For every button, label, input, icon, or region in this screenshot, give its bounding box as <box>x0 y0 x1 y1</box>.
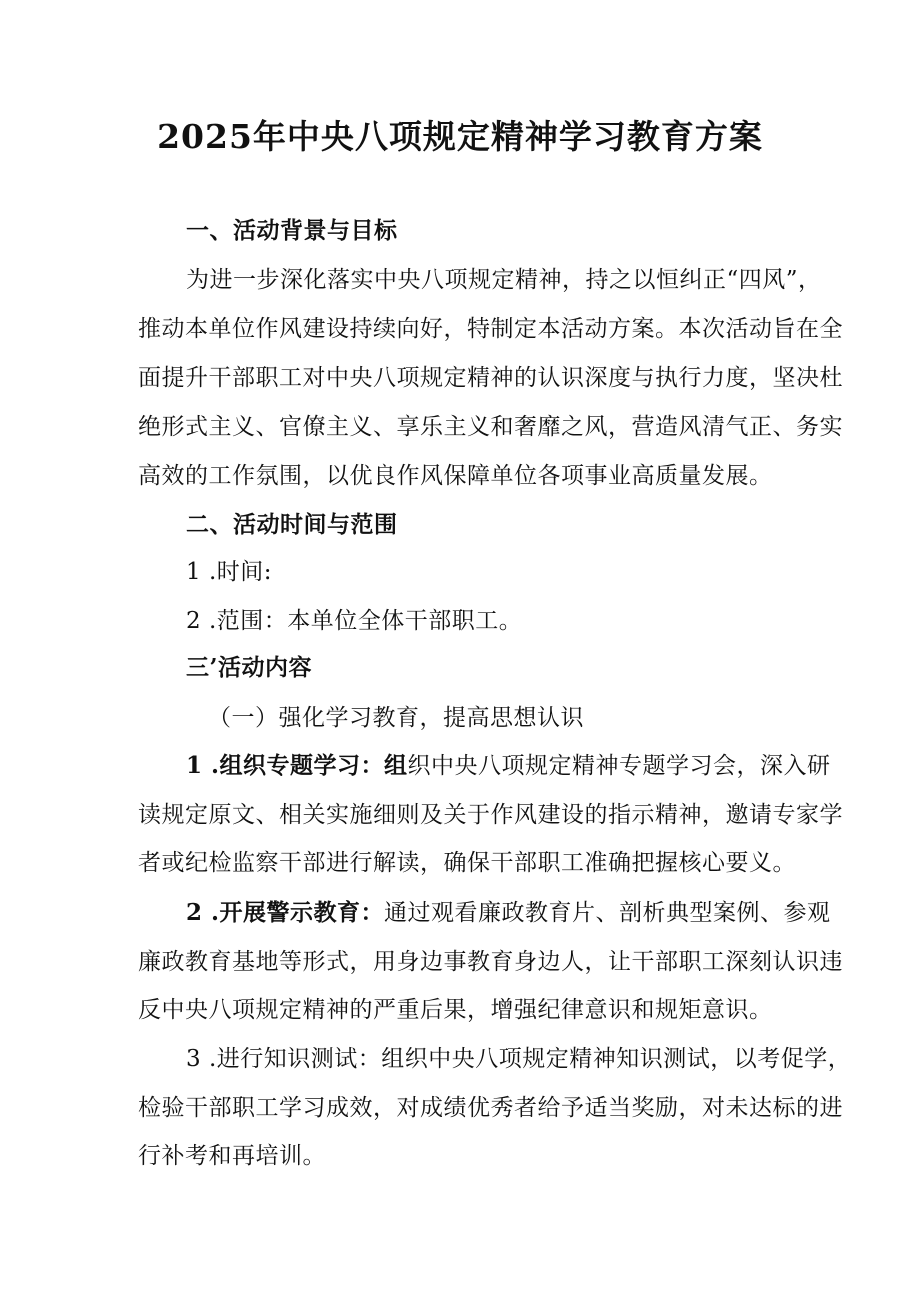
paragraph-line: 者或纪检监察干部进行解读，确保干部职工准确把握核心要义。 <box>138 850 796 876</box>
list-item-text: 通过观看廉政教育片、剖析典型案例、参观 <box>384 900 831 926</box>
list-item-scope: 2 .范围：本单位全体干部职工。 <box>186 608 523 634</box>
paragraph-line: 面提升干部职工对中央八项规定精神的认识深度与执行力度，坚决杜 <box>138 365 843 391</box>
paragraph-line: 廉政教育基地等形式，用身边事教育身边人，让干部职工深刻认识违 <box>138 949 843 975</box>
paragraph-line: 行补考和再培训。 <box>138 1143 326 1169</box>
list-item-study <box>186 750 831 782</box>
paragraph-line: 推动本单位作风建设持续向好，特制定本活动方案。本次活动旨在全 <box>138 316 843 342</box>
paragraph-line: 反中央八项规定精神的严重后果，增强纪律意识和规矩意识。 <box>138 997 773 1023</box>
section-heading-background: 一、活动背景与目标 <box>186 217 398 244</box>
paragraph-line: 读规定原文、相关实施细则及关于作风建设的指示精神，邀请专家学 <box>138 802 843 828</box>
document-title: 2025年中央八项规定精神学习教育方案 <box>157 117 763 156</box>
list-item-text: 织中央八项规定精神专题学习会，深入研 <box>407 753 831 779</box>
paragraph-line: 检验干部职工学习成效，对成绩优秀者给予适当奖励，对未达标的进 <box>138 1095 843 1121</box>
section-heading-time-scope: 二、活动时间与范围 <box>186 511 398 538</box>
subsection-heading: （一）强化学习教育，提高思想认识 <box>208 705 584 731</box>
section-heading-content: 三’活动内容 <box>186 654 313 681</box>
list-item-label: 2 .开展警示教育： <box>186 899 385 926</box>
list-item-warning <box>186 897 831 929</box>
list-item-time: 1 .时间: <box>186 559 273 585</box>
paragraph-line: 绝形式主义、官僚主义、享乐主义和奢靡之风，营造风清气正、务实 <box>138 414 843 440</box>
paragraph-line: 高效的工作氛围，以优良作风保障单位各项事业高质量发展。 <box>138 463 773 489</box>
paragraph-line: 为进一步深化落实中央八项规定精神，持之以恒纠正“四风”， <box>186 267 822 293</box>
list-item-label: 1 .组织专题学习：组 <box>186 752 408 779</box>
list-item-test: 3 .进行知识测试：组织中央八项规定精神知识测试，以考促学， <box>186 1046 852 1072</box>
